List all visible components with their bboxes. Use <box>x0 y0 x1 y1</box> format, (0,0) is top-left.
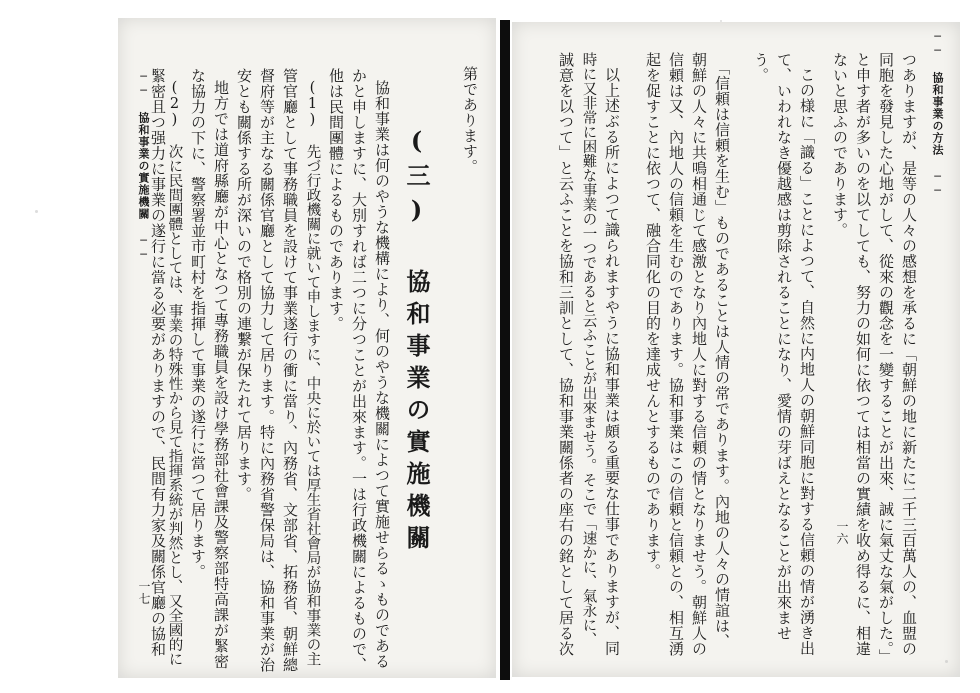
text-line: 「信頼は信頼を生む」ものであることは人情の常であります。內地の人々の情誼は、 <box>713 60 731 649</box>
text-line: う。 <box>752 52 770 83</box>
text-line: 朝鮮の人々に共鳴相通じて感激となり內地人に對する信頼の情となりませう。朝鮮人の <box>690 52 708 657</box>
text-line: かと申しますに、大別すれば二つに分つことが出來ます。一は行政機關によるもので、 <box>350 68 368 673</box>
text-line: と申す者が多いのを以てしても、努力の如何に依つては相當の實績を收め得るに、相違 <box>854 52 872 657</box>
text-line: 緊密且つ强力に事業の遂行に當る必要がありますので、民間有力家及關係官廳の協和 <box>149 68 167 657</box>
running-head-right: ── 協和事業の方法 ── <box>931 30 944 198</box>
text-line: 以上述ぶる所によつて識られますやうに協和事業は頗る重要な仕事でありますが、同 <box>603 67 621 656</box>
text-line: 起を促すことに依つて、融合同化の目的を達成せんとするものであります。 <box>644 52 662 579</box>
text-line: つありますが、是等の人々の感想を承るに「朝鮮の地に新たに二千三百萬人の、血盟の <box>900 52 918 657</box>
section-title: (三) 協和事業の實施機關 <box>402 126 431 557</box>
text-line: 信頼は又、內地人の信頼を生むのであります。協和事業はこの信頼と信頼との、相互湧 <box>667 52 685 657</box>
text-line: 督府等が主なる關係官廳として協力して居ります。特に內務省警保局は、協和事業が治 <box>258 68 276 673</box>
text-line: て、いわれなき優越感は剪除されることになり、愛情の芽ばえとなることが出來ませ <box>775 52 793 641</box>
text-line: 第であります。 <box>461 66 479 175</box>
text-line: 同胞を發見した心地がして、從來の觀念を一變することが出來、誠に氣丈な氣がした。」 <box>877 52 895 665</box>
text-line: ないと思ふのであります。 <box>831 52 849 238</box>
page-number-left: 一七 <box>137 580 151 605</box>
scan-speck <box>35 210 38 213</box>
running-head-left: ── 協和事業の實施機關 ── <box>137 70 150 262</box>
text-line: 地方では道府縣廳が中心となつて專務職員を設け學務部社會課及警察部特高課が緊密 <box>212 80 230 669</box>
text-line: (1) 先づ行政機關に就いて申しますに、中央に於いては厚生省社會局が協和事業の主 <box>304 80 321 666</box>
scan-speck <box>945 660 948 663</box>
text-line: な協力の下に、警察署並市町村を指揮して事業の遂行に當つて居ります。 <box>189 68 207 580</box>
text-line: (2) 次に民間團體としては、事業の特殊性から見て指揮系統が判然とし、又全國的に <box>166 80 183 666</box>
text-line: この様に「識る」ことによつて、自然に内地人の朝鮮同胞に對する信頼の情が湧き出 <box>798 67 816 656</box>
book-spine <box>500 20 510 680</box>
text-line: 誠意を以つて」と云ふことを協和三訓として、協和事業關係者の座右の銘として居る次 <box>557 52 575 657</box>
scan-speck <box>720 20 722 22</box>
text-line: 他は民間團體によるものであります。 <box>327 68 345 332</box>
text-line: 管官廳として事務職員を設けて事業遂行の衝に當り、內務省、文部省、拓務省、朝鮮總 <box>281 68 299 673</box>
text-line: 安とも關係する所が深いので格別の連繋が保たれて居ります。 <box>235 68 253 502</box>
text-line: 協和事業は何のやうな機構により、何のやうな機關によつて實施せらるゝものである <box>373 80 391 669</box>
text-line: 時に又非常に困難な事業の一つであると云ふことが出來ませう。そこで「速かに、氣永に、 <box>580 52 597 647</box>
page-number-right: 一六 <box>835 520 849 545</box>
